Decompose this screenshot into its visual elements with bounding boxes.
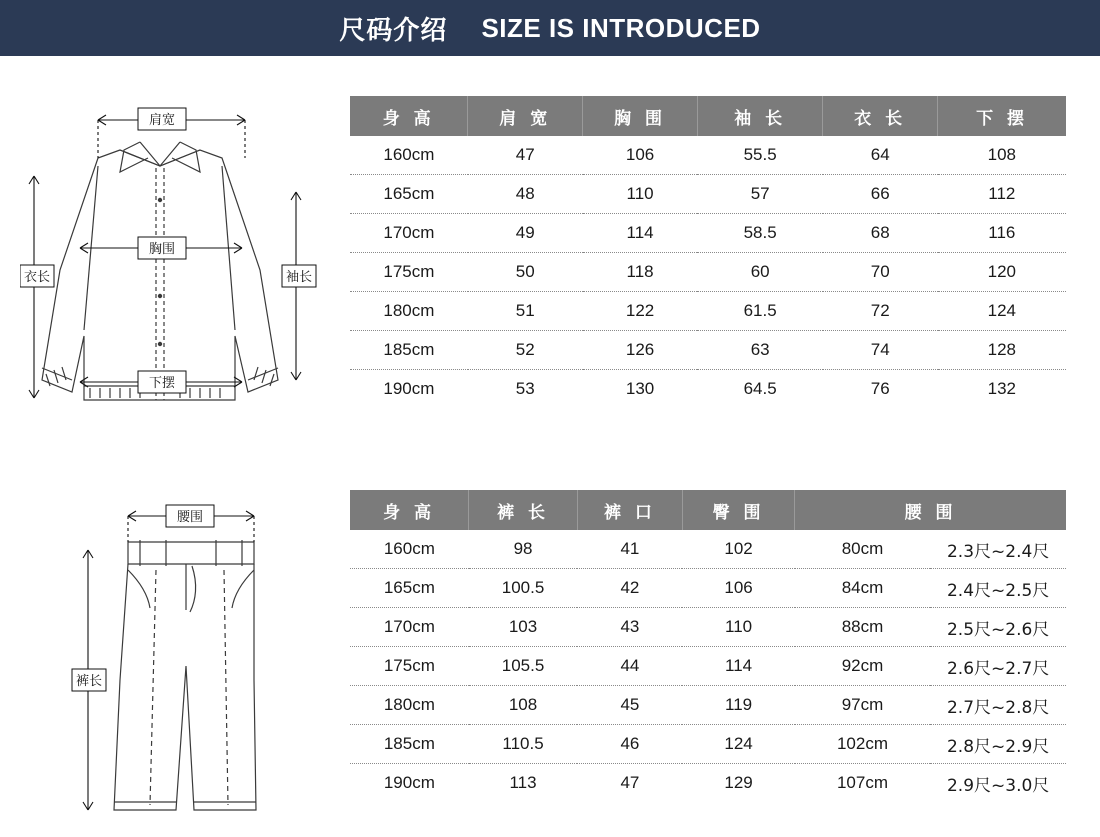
cell-shoulder: 50 [468, 253, 583, 292]
cell-sleeve: 58.5 [697, 214, 822, 253]
cell-pant-length: 103 [469, 608, 578, 647]
cell-hem: 108 [938, 136, 1066, 175]
cell-height: 190cm [383, 773, 435, 792]
cell-pant-length: 113 [509, 773, 537, 792]
col-shoulder: 肩 宽 [468, 96, 583, 136]
cell-height: 190cm [383, 379, 435, 398]
cell-hem: 112 [938, 175, 1066, 214]
cell-hip: 119 [682, 686, 794, 725]
cell-hem: 120 [938, 253, 1066, 292]
cell-waist-cm: 80cm [795, 530, 931, 569]
cell-waist-chi: 2.7尺~2.8尺 [930, 686, 1066, 725]
cell-waist-cm: 107cm [836, 773, 888, 792]
table-row [350, 608, 1066, 647]
cell-length: 68 [823, 214, 938, 253]
cell-sleeve: 57 [697, 175, 822, 214]
cell-chest: 114 [583, 214, 698, 253]
table-header-row [350, 96, 1066, 136]
table-header-row [350, 490, 1066, 530]
cell-length: 72 [823, 292, 938, 331]
table-row [350, 569, 1066, 608]
cell-height: 170cm [350, 608, 469, 647]
cell-shoulder: 52 [468, 331, 583, 370]
cell-hip: 110 [682, 608, 794, 647]
cell-sleeve: 61.5 [697, 292, 822, 331]
cell-height: 160cm [350, 530, 469, 569]
cell-chest: 122 [583, 292, 698, 331]
cell-hem: 116 [938, 214, 1066, 253]
cell-length: 74 [823, 331, 938, 370]
cell-pant-opening: 43 [577, 608, 682, 647]
cell-height: 180cm [350, 686, 469, 725]
table-row [350, 370, 1066, 409]
cell-waist-chi: 2.3尺~2.4尺 [930, 530, 1066, 569]
svg-text:裤长: 裤长 [75, 674, 103, 689]
cell-height: 185cm [350, 725, 469, 764]
cell-waist-cm: 88cm [795, 608, 931, 647]
cell-chest: 126 [583, 331, 698, 370]
col-height: 身 高 [350, 490, 469, 530]
cell-sleeve: 63 [697, 331, 822, 370]
cell-shoulder: 49 [468, 214, 583, 253]
cell-waist-chi: 2.9尺~3.0尺 [946, 775, 1050, 796]
cell-waist-chi: 2.6尺~2.7尺 [930, 647, 1066, 686]
col-hip: 臀 围 [682, 490, 794, 530]
cell-length: 70 [823, 253, 938, 292]
cell-sleeve: 55.5 [697, 136, 822, 175]
table-row [350, 292, 1066, 331]
table-row [350, 175, 1066, 214]
shirt-size-table [350, 96, 1066, 408]
cell-pant-opening: 41 [577, 530, 682, 569]
cell-length: 66 [823, 175, 938, 214]
cell-waist-chi: 2.8尺~2.9尺 [930, 725, 1066, 764]
cell-hip: 114 [682, 647, 794, 686]
cell-sleeve: 60 [697, 253, 822, 292]
cell-height: 160cm [350, 136, 468, 175]
cell-waist-cm: 97cm [795, 686, 931, 725]
cell-height: 175cm [350, 647, 469, 686]
cell-pant-length: 98 [469, 530, 578, 569]
col-waist: 腰 围 [795, 490, 1066, 530]
svg-text:腰围: 腰围 [176, 510, 204, 525]
cell-pant-length: 108 [469, 686, 578, 725]
cell-pant-opening: 46 [577, 725, 682, 764]
cell-waist-chi: 2.5尺~2.6尺 [930, 608, 1066, 647]
page-title-cn: 尺码介绍 [339, 15, 448, 46]
table-row [350, 686, 1066, 725]
pants-size-table-wrap [350, 490, 1066, 802]
cell-waist-cm: 92cm [795, 647, 931, 686]
col-height: 身 高 [350, 96, 468, 136]
cell-hip: 106 [682, 569, 794, 608]
page-title-en: SIZE IS INTRODUCED [481, 12, 761, 43]
table-row [350, 253, 1066, 292]
shirt-size-table-wrap [350, 96, 1066, 408]
svg-text:衣长: 衣长 [23, 270, 51, 285]
table-row [350, 725, 1066, 764]
cell-shoulder: 51 [468, 292, 583, 331]
svg-text:袖长: 袖长 [285, 270, 313, 285]
svg-text:下摆: 下摆 [148, 376, 176, 391]
cell-waist-cm: 102cm [795, 725, 931, 764]
table-row [350, 647, 1066, 686]
cell-shoulder: 53 [515, 379, 535, 398]
cell-hip: 124 [682, 725, 794, 764]
cell-chest: 130 [625, 379, 655, 398]
pants-diagram [58, 480, 318, 830]
cell-hip: 102 [682, 530, 794, 569]
cell-chest: 118 [583, 253, 698, 292]
cell-height: 165cm [350, 175, 468, 214]
cell-shoulder: 48 [468, 175, 583, 214]
cell-pant-length: 100.5 [469, 569, 578, 608]
shirt-diagram [20, 80, 340, 420]
cell-waist-cm: 84cm [795, 569, 931, 608]
cell-height: 185cm [350, 331, 468, 370]
col-chest: 胸 围 [583, 96, 698, 136]
cell-height: 175cm [350, 253, 468, 292]
cell-pant-opening: 42 [577, 569, 682, 608]
col-pant-opening: 裤 口 [577, 490, 682, 530]
cell-height: 180cm [350, 292, 468, 331]
cell-waist-chi: 2.4尺~2.5尺 [930, 569, 1066, 608]
svg-text:肩宽: 肩宽 [148, 113, 176, 128]
cell-pant-opening: 45 [577, 686, 682, 725]
cell-length: 64 [823, 136, 938, 175]
svg-text:胸围: 胸围 [148, 242, 176, 257]
cell-chest: 110 [583, 175, 698, 214]
cell-hem: 128 [938, 331, 1066, 370]
page-header [0, 0, 1100, 56]
cell-height: 165cm [350, 569, 469, 608]
col-sleeve: 袖 长 [697, 96, 822, 136]
col-hem: 下 摆 [938, 96, 1066, 136]
cell-length: 76 [870, 379, 890, 398]
cell-shoulder: 47 [468, 136, 583, 175]
table-row [350, 530, 1066, 569]
cell-pant-opening: 44 [577, 647, 682, 686]
table-row [350, 214, 1066, 253]
table-row [350, 331, 1066, 370]
cell-hip: 129 [724, 773, 753, 792]
pants-size-table [350, 490, 1066, 802]
cell-pant-length: 105.5 [469, 647, 578, 686]
col-pant-length: 裤 长 [469, 490, 578, 530]
cell-hem: 132 [987, 379, 1016, 398]
table-row [350, 136, 1066, 175]
col-length: 衣 长 [823, 96, 938, 136]
cell-height: 170cm [350, 214, 468, 253]
table-row [350, 764, 1066, 803]
cell-sleeve: 64.5 [743, 379, 777, 398]
cell-hem: 124 [938, 292, 1066, 331]
cell-pant-opening: 47 [620, 773, 640, 792]
cell-chest: 106 [583, 136, 698, 175]
cell-pant-length: 110.5 [469, 725, 578, 764]
